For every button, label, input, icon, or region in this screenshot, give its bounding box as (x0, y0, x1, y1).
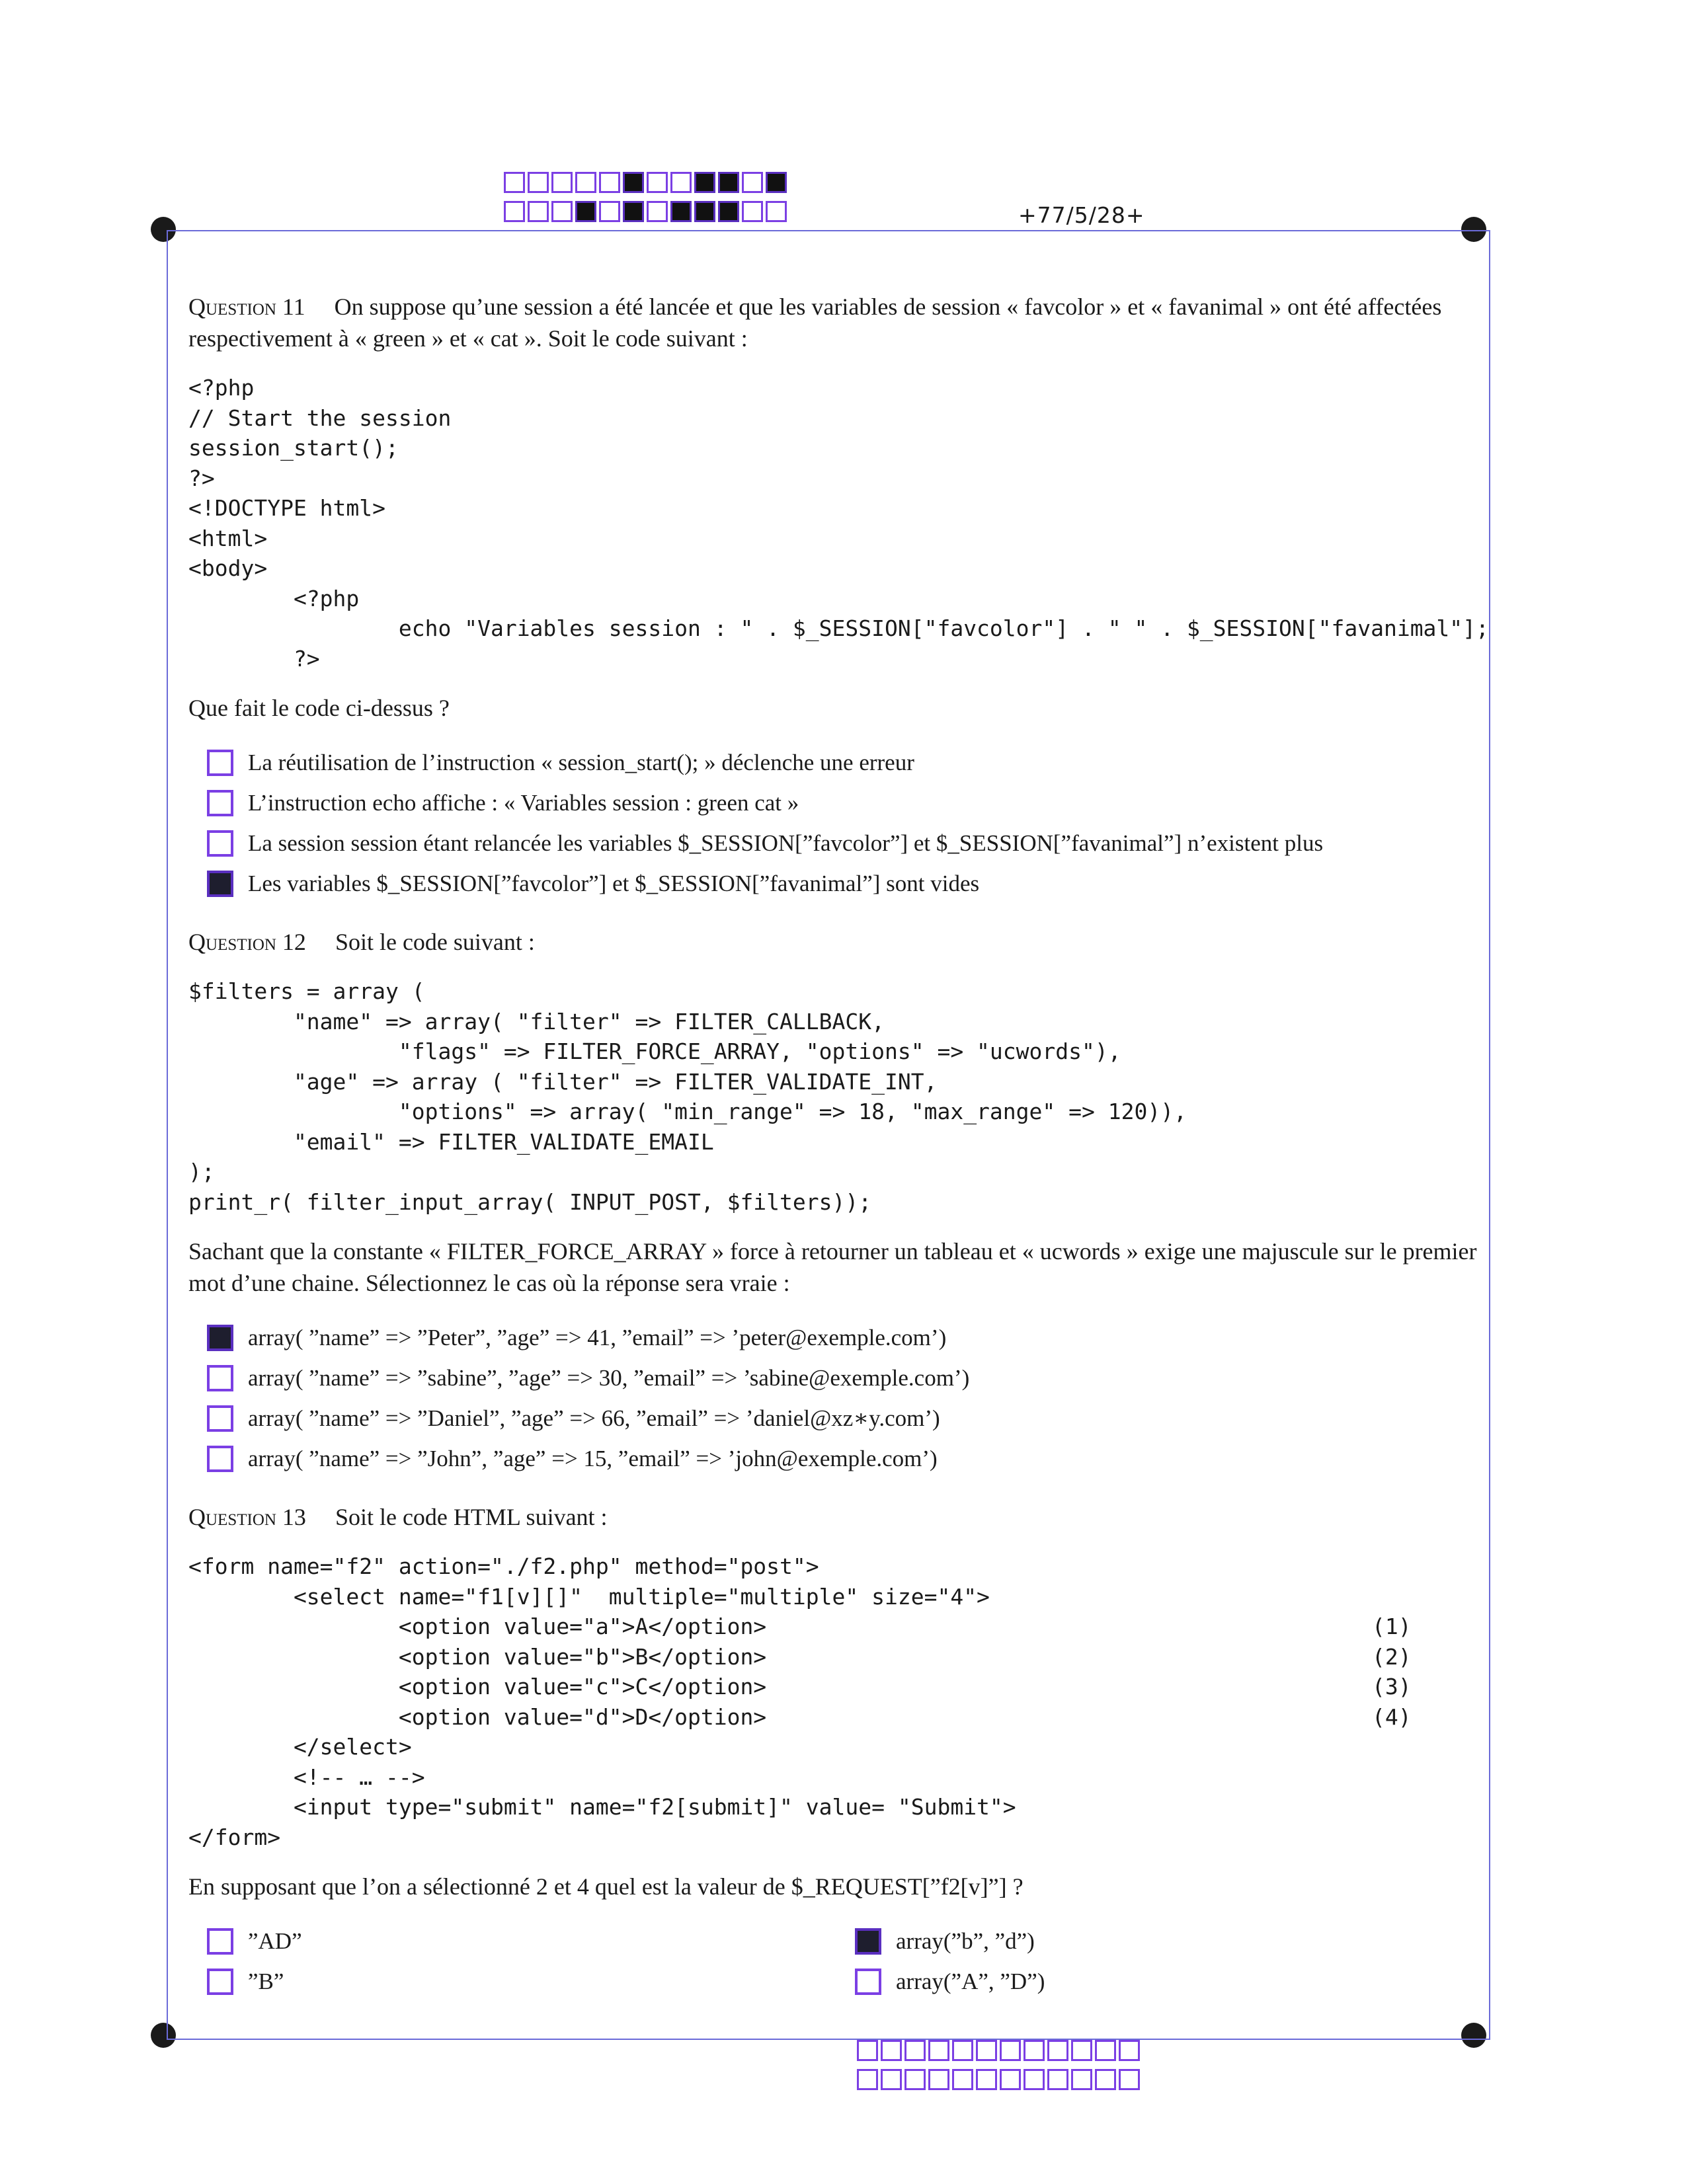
option-marker: (4) (1372, 1703, 1412, 1730)
answer-option[interactable]: Les variables $_SESSION[”favcolor”] et $_SESSION[”favanimal”] sont vides (207, 863, 1484, 904)
page-identifier: +77/5/28+ (1018, 202, 1145, 228)
bottom-barcode-row-2 (857, 2069, 1143, 2090)
answer-checkbox[interactable] (207, 750, 233, 776)
answer-option[interactable]: array( ”name” => ”Peter”, ”age” => 41, ”email” => ’peter@exemple.com’) (207, 1317, 1484, 1358)
answer-option[interactable]: array(”b”, ”d”) (855, 1921, 1503, 1961)
answer-option[interactable]: ”AD” (207, 1921, 855, 1961)
question-statement: Question 12 Soit le code suivant : (188, 929, 535, 955)
question-prompt: Sachant que la constante « FILTER_FORCE_ARRAY » force à retourner un tableau et « ucwords » exige une majuscule sur le premier mot d’une chaine. Sélectionnez le cas où la réponse sera vraie : (188, 1238, 1477, 1296)
question-statement: Question 13 Soit le code HTML suivant : (188, 1504, 608, 1530)
top-barcode-row-1 (504, 172, 789, 193)
top-barcode-row-2 (504, 201, 789, 222)
answer-option[interactable]: L’instruction echo affiche : « Variables session : green cat » (207, 783, 1484, 823)
question-label: Question 11 (188, 293, 305, 320)
question-13 (188, 1501, 1484, 2002)
option-marker: (3) (1372, 1674, 1412, 1699)
answer-option[interactable]: array(”A”, ”D”) (855, 1961, 1503, 2002)
question-11 (188, 291, 1489, 904)
option-marker: (1) (1372, 1614, 1412, 1639)
answer-checkbox[interactable] (207, 830, 233, 857)
question-label: Question 12 (188, 929, 306, 955)
answer-option[interactable]: array( ”name” => ”John”, ”age” => 15, ”email” => ’john@exemple.com’) (207, 1438, 1484, 1479)
question-label: Question 13 (188, 1504, 306, 1530)
answer-checkbox[interactable] (207, 1365, 233, 1391)
answer-option[interactable]: array( ”name” => ”Daniel”, ”age” => 66, ”email” => ’daniel@xz∗y.com’) (207, 1398, 1484, 1438)
answer-checkbox[interactable] (855, 1969, 881, 1995)
question-prompt: En supposant que l’on a sélectionné 2 et 4 quel est la valeur de $_REQUEST[”f2[v]”] ? (188, 1873, 1024, 1900)
answer-option[interactable]: La réutilisation de l’instruction « session_start(); » déclenche une erreur (207, 742, 1484, 783)
answer-checkbox[interactable] (207, 1969, 233, 1995)
answer-checkbox-checked[interactable] (207, 871, 233, 897)
answer-checkbox[interactable] (207, 1405, 233, 1432)
exam-content (188, 291, 1489, 2002)
code-block: $filters = array ( "name" => array( "filter" => FILTER_CALLBACK, "flags" => FILTER_FORCE_ARRAY, "options" => "ucwords"), "age" => array ( "filter" => FILTER_VALIDATE_INT, "options" => array( "min_range" => 18, "max_range" => 120)), "email" => FILTER_VALIDATE_EMAIL ); print_r( filter_input_array( INPUT_POST, $filters)); (188, 978, 1187, 1215)
question-prompt: Que fait le code ci-dessus ? (188, 695, 450, 721)
answer-option[interactable]: ”B” (207, 1961, 855, 2002)
answer-checkbox[interactable] (207, 1928, 233, 1955)
answer-checkbox[interactable] (207, 1446, 233, 1472)
answer-checkbox-checked[interactable] (207, 1325, 233, 1351)
code-block: <?php // Start the session session_start(); ?> <!DOCTYPE html> <html> <body> <?php echo "Variables session : " . $_SESSION["favcolor"] . " " . $_SESSION["favanimal"]; ?> (188, 375, 1489, 672)
answer-checkbox[interactable] (207, 790, 233, 816)
option-markers (1372, 1612, 1412, 1732)
question-statement: Question 11 On suppose qu’une session a été lancée et que les variables de session « favcolor » et « favanimal » ont été affectées respectivement à « green » et « cat ». Soit le code suivant : (188, 293, 1442, 352)
bottom-barcode-row-1 (857, 2040, 1143, 2061)
answer-options (207, 742, 1484, 904)
answer-options (207, 1921, 1484, 2002)
code-block: <form name="f2" action="./f2.php" method="post"> <select name="f1[v][]" multiple="multiple" size="4"> <option value="a">A</option> <option value="b">B</option> <option value="c">C</option> <option value="d">D</option> </select> <!-- … --> <input type="submit" name="f2[submit]" value= "Submit"> </form> (188, 1553, 1016, 1850)
answer-option[interactable]: La session session étant relancée les variables $_SESSION[”favcolor”] et $_SESSION[”favanimal”] n’existent plus (207, 823, 1484, 863)
answer-option[interactable]: array( ”name” => ”sabine”, ”age” => 30, ”email” => ’sabine@exemple.com’) (207, 1358, 1484, 1398)
answer-checkbox-checked[interactable] (855, 1928, 881, 1955)
answer-options (207, 1317, 1484, 1479)
option-marker: (2) (1372, 1643, 1412, 1670)
question-12 (188, 926, 1484, 1479)
